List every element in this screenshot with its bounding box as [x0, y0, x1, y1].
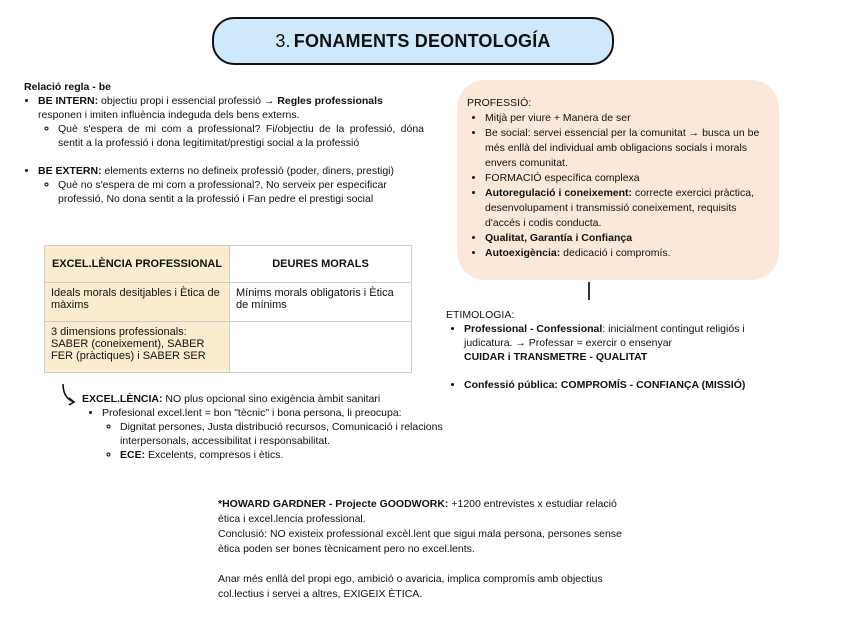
etimologia-item2-bold: Confessió pública: COMPROMÍS - CONFIANÇA (MISSIÓ) — [464, 379, 746, 391]
professio-item — [485, 126, 767, 171]
table-cell: Ideals morals desitjables i Ètica de màxims — [45, 283, 230, 322]
be-intern-sublist — [38, 122, 424, 150]
relacio-heading: Relació regla - be — [24, 81, 111, 93]
be-extern-text: elements externs no defineix professió (poder, diners, prestigi) — [101, 165, 394, 177]
excelencia-sublist — [102, 420, 452, 462]
gardner-section — [218, 497, 638, 602]
professio-item — [485, 111, 767, 126]
professio-item — [485, 246, 767, 261]
relacio-section — [24, 80, 424, 206]
etimologia-item-text: : inicialment contingut religiós i judicatura. → Professar = exercir o ensenyar — [464, 323, 745, 349]
ece-label: ECE: — [120, 449, 146, 461]
excelencia-text: NO plus opcional sino exigència àmbit sanitari — [162, 393, 381, 405]
etimologia-item-bold: Professional - Confessional — [464, 323, 603, 335]
excelencia-label: EXCEL.LÈNCIA: — [82, 393, 163, 405]
professio-list — [467, 111, 767, 261]
relacio-list — [24, 94, 424, 206]
be-intern-text: objectiu propi i essencial professió → — [98, 95, 278, 107]
table-header: DEURES MORALS — [230, 246, 412, 283]
professio-section — [467, 96, 767, 261]
be-intern-text2: responen i imiten influència indeguda dels bens externs. — [38, 109, 300, 121]
title-text: FONAMENTS DEONTOLOGÍA — [293, 30, 551, 51]
gardner-line1 — [218, 497, 638, 527]
professio-item — [485, 171, 767, 186]
table-cell: Mínims morals obligatoris i Ètica de mínims — [230, 283, 412, 322]
etimologia-item — [464, 378, 776, 392]
professio-item-text: Mitjà per viure + Manera de ser — [485, 112, 631, 124]
gardner-text: +1200 entrevistes x estudiar relació ètica i excel.lencia professional. — [218, 498, 617, 525]
professio-item — [485, 231, 767, 246]
page-title — [212, 17, 614, 65]
professio-item-bold: Qualitat, Garantía i Confiança — [485, 232, 633, 244]
professio-item-text: correcte exercici pràctica, desenvolupament i transmissió coneixement, requisits d'accés i codis conducta. — [485, 187, 754, 229]
etimologia-item-bold2: CUIDAR i TRANSMETRE - QUALITAT — [464, 351, 648, 363]
etimologia-list — [446, 322, 776, 392]
comparison-table — [44, 245, 412, 373]
professio-item-bold: Autoregulació i coneixement: — [485, 187, 633, 199]
etimologia-section — [446, 308, 776, 392]
connector-line — [588, 282, 590, 300]
be-extern-sublist — [38, 178, 424, 206]
professio-item-text: Be social: servei essencial per la comunitat → busca un be més enllà del individual amb obligacions socials i morals envers comunitat. — [485, 127, 760, 169]
curved-arrow-icon — [60, 382, 80, 406]
table-header-row — [45, 246, 412, 283]
etimologia-item — [464, 322, 776, 364]
table-cell — [230, 322, 412, 373]
excelencia-sub1: ◦ Dignitat persones, Justa distribució recursos, Comunicació i relacions interpersonals, accessibilitat i responsabilitat. — [120, 420, 452, 448]
excelencia-sub2 — [120, 448, 452, 462]
excelencia-item-text: Profesional excel.lent = bon "tècnic" i bona persona, li preocupa: — [102, 407, 402, 419]
excelencia-line — [82, 392, 452, 406]
professio-item-text: dedicació i compromís. — [560, 247, 671, 259]
be-extern-item — [38, 164, 424, 206]
gardner-line2: Conclusió: NO existeix professional excèl.lent que sigui mala persona, persones sense ètica poden ser bones tècnicament pero no excel.lents. — [218, 528, 622, 555]
be-intern-item — [38, 94, 424, 150]
table-header: EXCEL.LÈNCIA PROFESSIONAL — [45, 246, 230, 283]
ece-text: Excelents, compresos i ètics. — [145, 449, 284, 461]
excelencia-item — [102, 406, 452, 462]
professio-item-text: FORMACIÓ específica complexa — [485, 172, 640, 184]
be-intern-label: BE INTERN: — [38, 95, 99, 107]
table-cell: 3 dimensions professionals: SABER (coneixement), SABER FER (pràctiques) i SABER SER — [45, 322, 230, 373]
professio-heading: PROFESSIÓ: — [467, 97, 532, 109]
gardner-label: *HOWARD GARDNER - Projecte GOODWORK: — [218, 498, 449, 510]
professio-item-bold: Autoexigència: — [485, 247, 561, 259]
be-extern-sub: ◦ Què no s'espera de mi com a professional?, No serveix per especificar professió, No dona sentit a la professió i Fan pedre el prestigi social — [58, 178, 424, 206]
excelencia-list — [82, 406, 452, 462]
excelencia-section — [82, 392, 452, 462]
be-intern-sub: ◦ Què s'espera de mi com a professional? Fi/objectiu de la professió, dóna sentit a la professió i dona legitimitat/prestigi social a la professió — [58, 122, 424, 150]
table-row — [45, 322, 412, 373]
etimologia-heading: ETIMOLOGIA: — [446, 309, 515, 321]
title-number: 3. — [275, 30, 291, 51]
gardner-line3: Anar més enllà del propi ego, ambició o avaricia, implica compromís amb objectius col.lectius i servei a altres, EXIGEIX ÈTICA. — [218, 573, 603, 600]
table-row — [45, 283, 412, 322]
be-intern-bold: Regles professionals — [277, 95, 383, 107]
professio-item — [485, 186, 767, 231]
be-extern-label: BE EXTERN: — [38, 165, 102, 177]
